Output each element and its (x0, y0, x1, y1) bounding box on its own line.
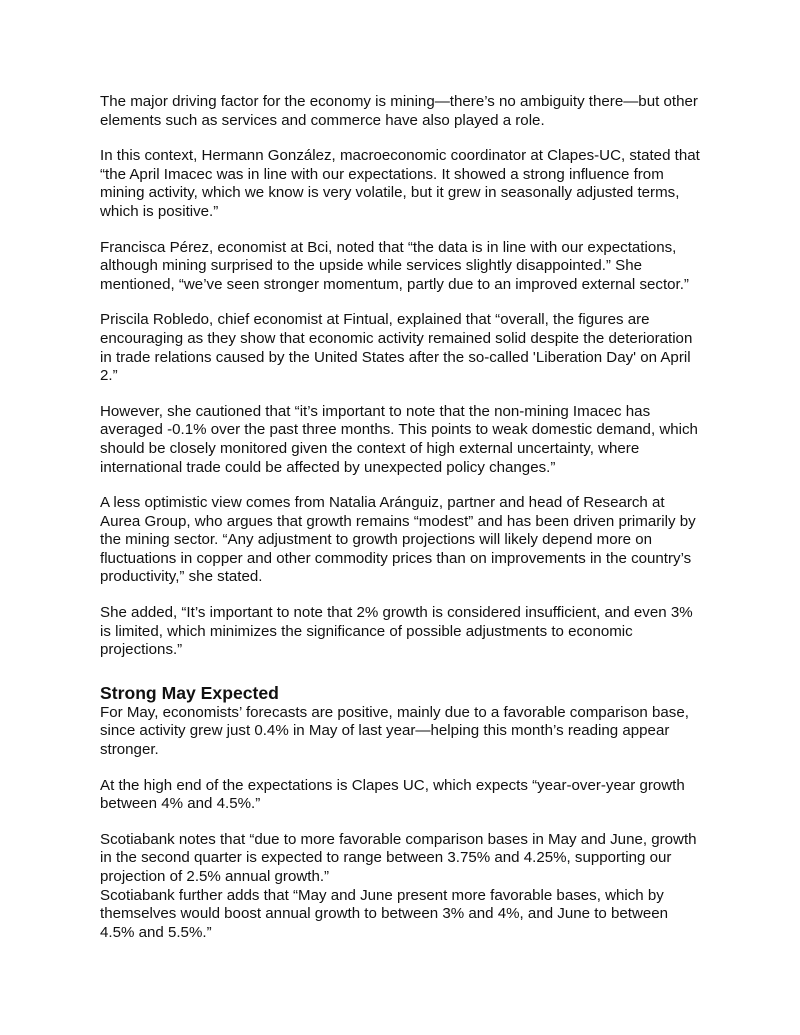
paragraph-may-forecasts: For May, economists’ forecasts are positive, mainly due to a favorable comparison base, since activity grew just 0.4% in May of last year—helping this month’s reading appear stronger. (100, 703, 689, 759)
paragraph-robledo-quote: Priscila Robledo, chief economist at Fintual, explained that “overall, the figures are encouraging as they show that economic activity remained solid despite the deterioration in trade relations caused by the United States after the so-called 'Liberation Day' on April 2.” (100, 311, 693, 385)
paragraph-perez-quote: Francisca Pérez, economist at Bci, noted that “the data is in line with our expectations, although mining surprised to the upside while services slightly disappointed.” She mentioned, “we’ve seen stronger momentum, partly due to an improved external sector.” (100, 238, 689, 293)
paragraph-mining-driver: The major driving factor for the economy is mining—there’s no ambiguity there—but other elements such as services and commerce have also played a role. (100, 93, 698, 129)
paragraph-scotiabank-adds: Scotiabank further adds that “May and June present more favorable bases, which by themselves would boost annual growth to between 3% and 4%, and June to between 4.5% and 5.5%.” (100, 886, 669, 941)
paragraph-scotiabank-notes: Scotiabank notes that “due to more favorable comparison bases in May and June, growth in the second quarter is expected to range between 3.75% and 4.25%, supporting our projection of 2.5% annual growth.” (100, 830, 697, 885)
paragraph-gonzalez-quote: In this context, Hermann González, macroeconomic coordinator at Clapes-UC, stated that “the April Imacec was in line with our expectations. It showed a strong influence from mining activity, which we know is very volatile, but it grew in seasonally adjusted terms, which is positive.” (100, 147, 700, 220)
paragraph-clapes-expectation: At the high end of the expectations is Clapes UC, which expects “year-over-year growth between 4% and 4.5%.” (100, 776, 685, 813)
paragraph-aranguiz-view: A less optimistic view comes from Natalia Aránguiz, partner and head of Research at Aurea Group, who argues that growth remains “modest” and has been driven primarily by the mining sector. “Any adjustment to growth projections will likely depend more on fluctuations in copper and other commodity prices than on improvements in the country’s productivity,” she stated. (100, 494, 696, 586)
document-page (100, 93, 700, 942)
paragraph-robledo-caution: However, she cautioned that “it’s important to note that the non-mining Imacec has averaged -0.1% over the past three months. This points to weak domestic demand, which should be closely monitored given the context of high external uncertainty, where international trade could be affected by unexpected policy changes.” (100, 402, 698, 476)
paragraph-aranguiz-added: She added, “It’s important to note that 2% growth is considered insufficient, and even 3% is limited, which minimizes the significance of possible adjustments to economic projections.” (100, 604, 693, 659)
section-heading: Strong May Expected (100, 682, 279, 703)
